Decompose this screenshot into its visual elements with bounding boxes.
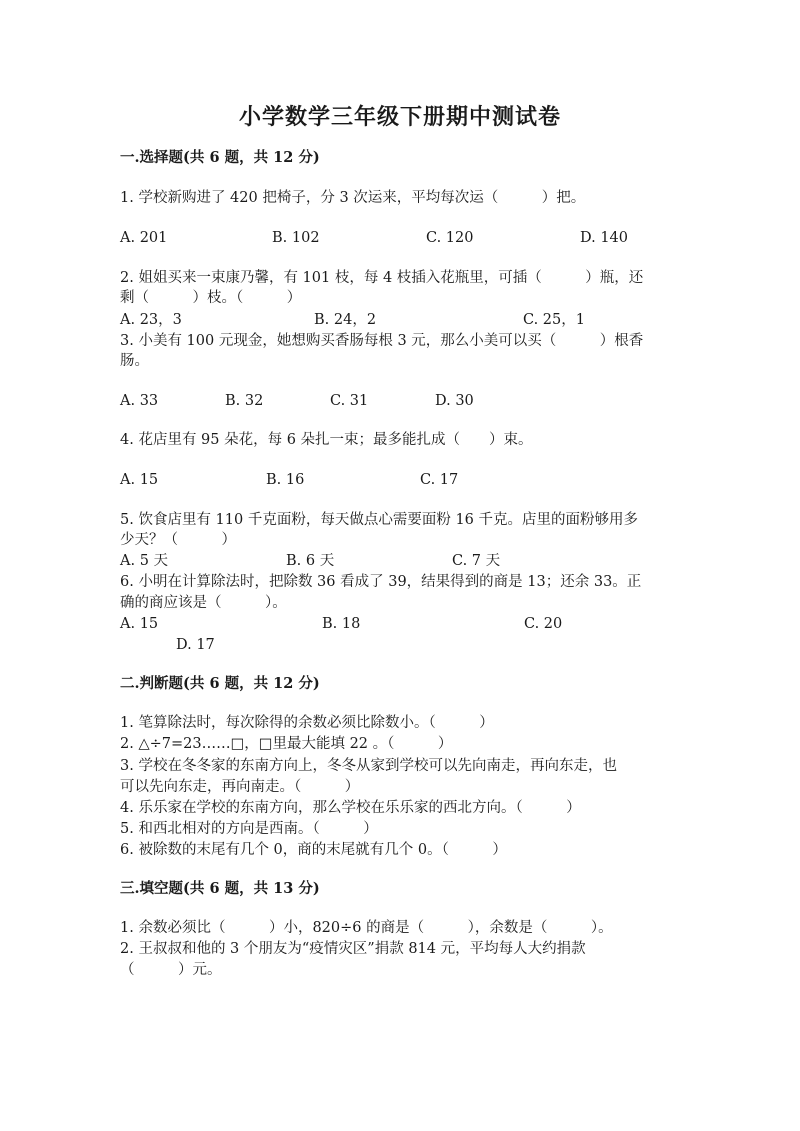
choice-q3-option-c: C. 31 [330, 393, 369, 409]
fill-line-2: 2. 王叔叔和他的 3 个朋友为“疫情灾区”捐款 814 元，平均每人大约捐款 [120, 941, 586, 957]
choice-q6-option-b: B. 18 [322, 616, 361, 632]
judge-line-5: 4. 乐乐家在学校的东南方向，那么学校在乐乐家的西北方向。（ ） [120, 800, 581, 816]
choice-q2-line2: 剩（ ）枝。（ ） [120, 290, 302, 306]
page-title: 小学数学三年级下册期中测试卷 [238, 104, 561, 130]
choice-q2-option-c: C. 25，1 [523, 312, 585, 328]
choice-q1-option-c: C. 120 [426, 230, 474, 246]
choice-q6-option-a: A. 15 [120, 616, 159, 632]
choice-q6-option-c: C. 20 [524, 616, 563, 632]
choice-q3-option-b: B. 32 [225, 393, 264, 409]
choice-q4-option-b: B. 16 [266, 472, 305, 488]
judge-line-7: 6. 被除数的末尾有几个 0，商的末尾就有几个 0。（ ） [120, 842, 507, 858]
choice-q2-line1: 2. 姐姐买来一束康乃馨，有 101 枝，每 4 枝插入花瓶里，可插（ ）瓶，还 [120, 270, 644, 286]
choice-q5-line2: 少天？（ ） [120, 532, 236, 548]
choice-q6-line1: 6. 小明在计算除法时，把除数 36 看成了 39，结果得到的商是 13；还余 33。正 [120, 574, 642, 590]
choice-q1-option-b: B. 102 [272, 230, 320, 246]
choice-q3-option-d: D. 30 [435, 393, 474, 409]
fill-line-3: （ ）元。 [120, 962, 222, 978]
choice-q3-line2: 肠。 [120, 353, 149, 369]
choice-q3-option-a: A. 33 [120, 393, 159, 409]
choice-q2-option-b: B. 24，2 [314, 312, 377, 328]
judge-line-6: 5. 和西北相对的方向是西南。（ ） [120, 821, 378, 837]
choice-q4-line1: 4. 花店里有 95 朵花，每 6 朵扎一束；最多能扎成（ ）束。 [120, 432, 533, 448]
choice-q2-option-a: A. 23，3 [120, 312, 182, 328]
choice-q5-option-b: B. 6 天 [286, 553, 335, 569]
choice-q6-line2: 确的商应该是（ ）。 [120, 595, 287, 611]
section-heading-judge: 二.判断题(共 6 题，共 12 分) [120, 675, 320, 692]
section-heading-fill: 三.填空题(共 6 题，共 13 分) [120, 880, 320, 897]
judge-line-1: 1. 笔算除法时，每次除得的余数必须比除数小。（ ） [120, 715, 494, 731]
choice-q1-option-d: D. 140 [580, 230, 629, 246]
choice-q4-option-c: C. 17 [420, 472, 459, 488]
choice-q1-option-a: A. 201 [120, 230, 168, 246]
choice-q3-line1: 3. 小美有 100 元现金，她想购买香肠每根 3 元，那么小美可以买（ ）根香 [120, 333, 644, 349]
choice-q5-line1: 5. 饮食店里有 110 千克面粉，每天做点心需要面粉 16 千克。店里的面粉够用多 [120, 512, 639, 528]
choice-q5-option-a: A. 5 天 [120, 553, 169, 569]
section-heading-choice: 一.选择题(共 6 题，共 12 分) [120, 149, 320, 166]
fill-line-1: 1. 余数必须比（ ）小，820÷6 的商是（ ），余数是（ ）。 [120, 920, 613, 936]
choice-q6-option-d: D. 17 [176, 637, 215, 653]
choice-q1-line1: 1. 学校新购进了 420 把椅子，分 3 次运来，平均每次运（ ）把。 [120, 190, 586, 206]
choice-q5-option-c: C. 7 天 [452, 553, 501, 569]
judge-line-3: 3. 学校在冬冬家的东南方向上，冬冬从家到学校可以先向南走，再向东走，也 [120, 758, 617, 774]
judge-line-2: 2. △÷7=23……□，□里最大能填 22 。（ ） [120, 736, 453, 752]
choice-q4-option-a: A. 15 [120, 472, 159, 488]
judge-line-4: 可以先向东走，再向南走。（ ） [120, 779, 360, 795]
